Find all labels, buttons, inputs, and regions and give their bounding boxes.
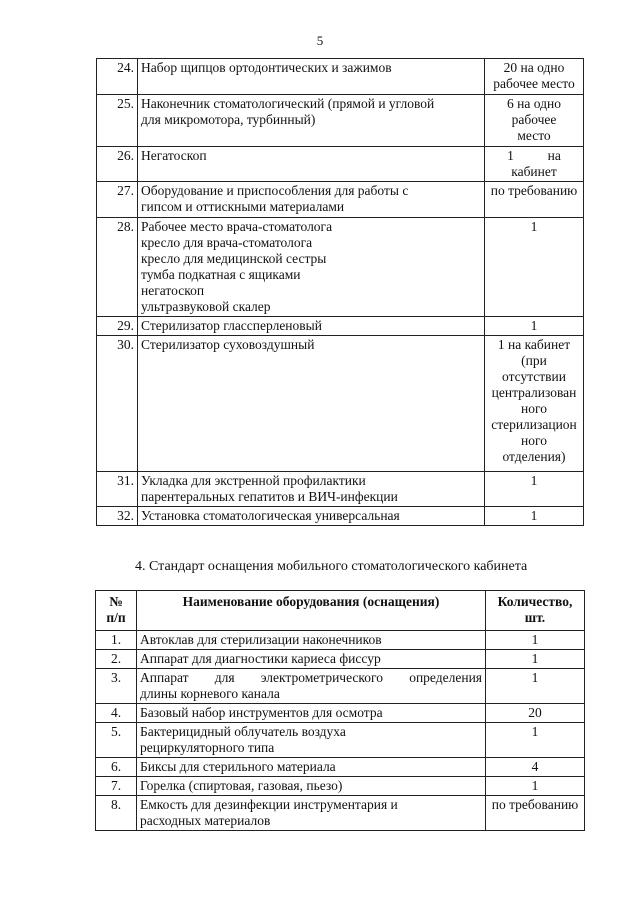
item-quantity: 20 <box>486 704 585 723</box>
row-number: 26. <box>97 147 138 182</box>
item-name <box>137 704 486 723</box>
row-number: 2. <box>96 650 137 669</box>
item-name-line: Наконечник стоматологический (прямой и угловой <box>141 96 435 111</box>
item-name-line: рециркуляторного типа <box>140 740 275 755</box>
item-name <box>138 182 485 218</box>
item-quantity-line: 1 на <box>507 148 561 163</box>
mobile-cabinet-equipment-table <box>95 590 585 831</box>
header-number <box>96 591 137 631</box>
item-name-line: Автоклав для стерилизации наконечников <box>140 632 382 647</box>
row-number: 31. <box>97 472 138 507</box>
item-quantity-line: рабочее <box>511 112 557 127</box>
item-name <box>138 336 485 472</box>
item-name-line: расходных материалов <box>140 813 271 828</box>
table-row <box>97 147 584 182</box>
item-name <box>137 650 486 669</box>
table-row <box>97 336 584 472</box>
row-number: 7. <box>96 777 137 796</box>
table-header-row <box>96 591 585 631</box>
item-name-line: Негатоскоп <box>141 148 207 163</box>
item-quantity <box>485 147 584 182</box>
header-line: № <box>109 594 123 609</box>
item-quantity-line: ного <box>521 401 547 416</box>
table-row <box>97 317 584 336</box>
row-number: 3. <box>96 669 137 704</box>
row-number: 5. <box>96 723 137 758</box>
header-quantity <box>486 591 585 631</box>
item-quantity: 1 <box>486 723 585 758</box>
item-name-line: Набор щипцов ортодонтических и зажимов <box>141 60 392 75</box>
table-row <box>96 704 585 723</box>
item-quantity-line: 1 <box>530 473 538 488</box>
item-quantity <box>485 218 584 317</box>
item-name-line: гипсом и оттискными материалами <box>141 199 345 214</box>
row-number: 24. <box>97 59 138 95</box>
item-name <box>138 507 485 526</box>
item-quantity: 1 <box>486 650 585 669</box>
item-name <box>138 147 485 182</box>
header-line: п/п <box>106 610 126 625</box>
item-name <box>138 59 485 95</box>
item-quantity <box>485 95 584 147</box>
item-quantity-line: по требованию <box>490 183 578 198</box>
section-caption: 4. Стандарт оснащения мобильного стоматологического кабинета <box>135 559 528 574</box>
item-quantity-line: кабинет <box>511 164 557 179</box>
table-row <box>96 650 585 669</box>
table-row <box>96 796 585 831</box>
table-row <box>97 218 584 317</box>
item-quantity-line: 20 на одно <box>503 60 565 75</box>
item-name-line: Оборудование и приспособления для работы с <box>141 183 409 198</box>
item-name-line: Укладка для экстренной профилактики <box>141 473 366 488</box>
item-name <box>138 317 485 336</box>
item-quantity-line: место <box>517 128 551 143</box>
item-name-line: Емкость для дезинфекции инструментария и <box>140 797 398 812</box>
item-quantity-line: 1 <box>530 219 538 234</box>
item-quantity: по требованию <box>486 796 585 831</box>
item-name-line: длины корневого канала <box>140 686 280 701</box>
header-line: шт. <box>524 610 546 625</box>
item-name <box>138 472 485 507</box>
item-name <box>137 723 486 758</box>
header-name: Наименование оборудования (оснащения) <box>137 591 486 631</box>
table-row <box>97 472 584 507</box>
item-quantity-line: ного <box>521 433 547 448</box>
row-number: 27. <box>97 182 138 218</box>
item-name <box>137 777 486 796</box>
equipment-table-continued <box>96 58 584 526</box>
item-name <box>138 218 485 317</box>
item-name-line: Бактерицидный облучатель воздуха <box>140 724 346 739</box>
item-quantity <box>485 59 584 95</box>
item-name-line: Стерилизатор суховоздушный <box>141 337 315 352</box>
item-name-line: для микромотора, турбинный) <box>141 112 316 127</box>
item-name-line: кресло для врача-стоматолога <box>141 235 313 250</box>
page-number: 5 <box>316 33 324 48</box>
item-quantity <box>485 182 584 218</box>
table-row <box>96 777 585 796</box>
row-number: 28. <box>97 218 138 317</box>
table-row <box>97 507 584 526</box>
item-quantity: 1 <box>486 631 585 650</box>
item-quantity <box>485 336 584 472</box>
item-name-line: Установка стоматологическая универсальная <box>141 508 400 523</box>
item-name-line: негатоскоп <box>141 283 205 298</box>
item-quantity: 1 <box>486 777 585 796</box>
item-quantity-line: стерилизацион <box>491 417 577 432</box>
item-quantity-line: централизован <box>491 385 577 400</box>
item-quantity-line: 1 <box>530 508 538 523</box>
table-row <box>96 758 585 777</box>
item-name <box>137 631 486 650</box>
item-name-line: ультразвуковой скалер <box>141 299 271 314</box>
item-name <box>137 758 486 777</box>
item-name-line: Аппарат для диагностики кариеса фиссур <box>140 651 381 666</box>
item-name-line: Рабочее место врача-стоматолога <box>141 219 333 234</box>
item-name-line: парентеральных гепатитов и ВИЧ-инфекции <box>141 489 398 504</box>
item-quantity <box>485 472 584 507</box>
item-name <box>137 796 486 831</box>
item-quantity <box>485 317 584 336</box>
item-name-line: кресло для медицинской сестры <box>141 251 327 266</box>
item-quantity <box>485 507 584 526</box>
row-number: 6. <box>96 758 137 777</box>
item-quantity-line: рабочее место <box>493 76 575 91</box>
table-row <box>96 723 585 758</box>
item-name-line: тумба подкатная с ящиками <box>141 267 301 282</box>
item-name <box>137 669 486 704</box>
header-line: Количество, <box>497 594 573 609</box>
row-number: 8. <box>96 796 137 831</box>
row-number: 30. <box>97 336 138 472</box>
item-quantity: 1 <box>486 669 585 704</box>
item-name-line: Аппарат для электрометрического определения <box>140 670 482 685</box>
item-name-line: Стерилизатор глассперленовый <box>141 318 322 333</box>
row-number: 29. <box>97 317 138 336</box>
item-name <box>138 95 485 147</box>
item-name-line: Базовый набор инструментов для осмотра <box>140 705 383 720</box>
item-quantity-line: отсутствии <box>502 369 566 384</box>
item-quantity-line: 1 на кабинет <box>497 337 571 352</box>
table-row <box>96 631 585 650</box>
row-number: 4. <box>96 704 137 723</box>
table-row <box>97 95 584 147</box>
row-number: 32. <box>97 507 138 526</box>
item-quantity-line: 1 <box>530 318 538 333</box>
table-row <box>97 59 584 95</box>
table-row <box>96 669 585 704</box>
item-quantity-line: отделения) <box>502 449 566 464</box>
item-quantity-line: 6 на одно <box>507 96 561 111</box>
item-name-line: Горелка (спиртовая, газовая, пьезо) <box>140 778 343 793</box>
row-number: 1. <box>96 631 137 650</box>
item-quantity: 4 <box>486 758 585 777</box>
row-number: 25. <box>97 95 138 147</box>
table-row <box>97 182 584 218</box>
item-name-line: Биксы для стерильного материала <box>140 759 336 774</box>
item-quantity-line: (при <box>521 353 547 368</box>
